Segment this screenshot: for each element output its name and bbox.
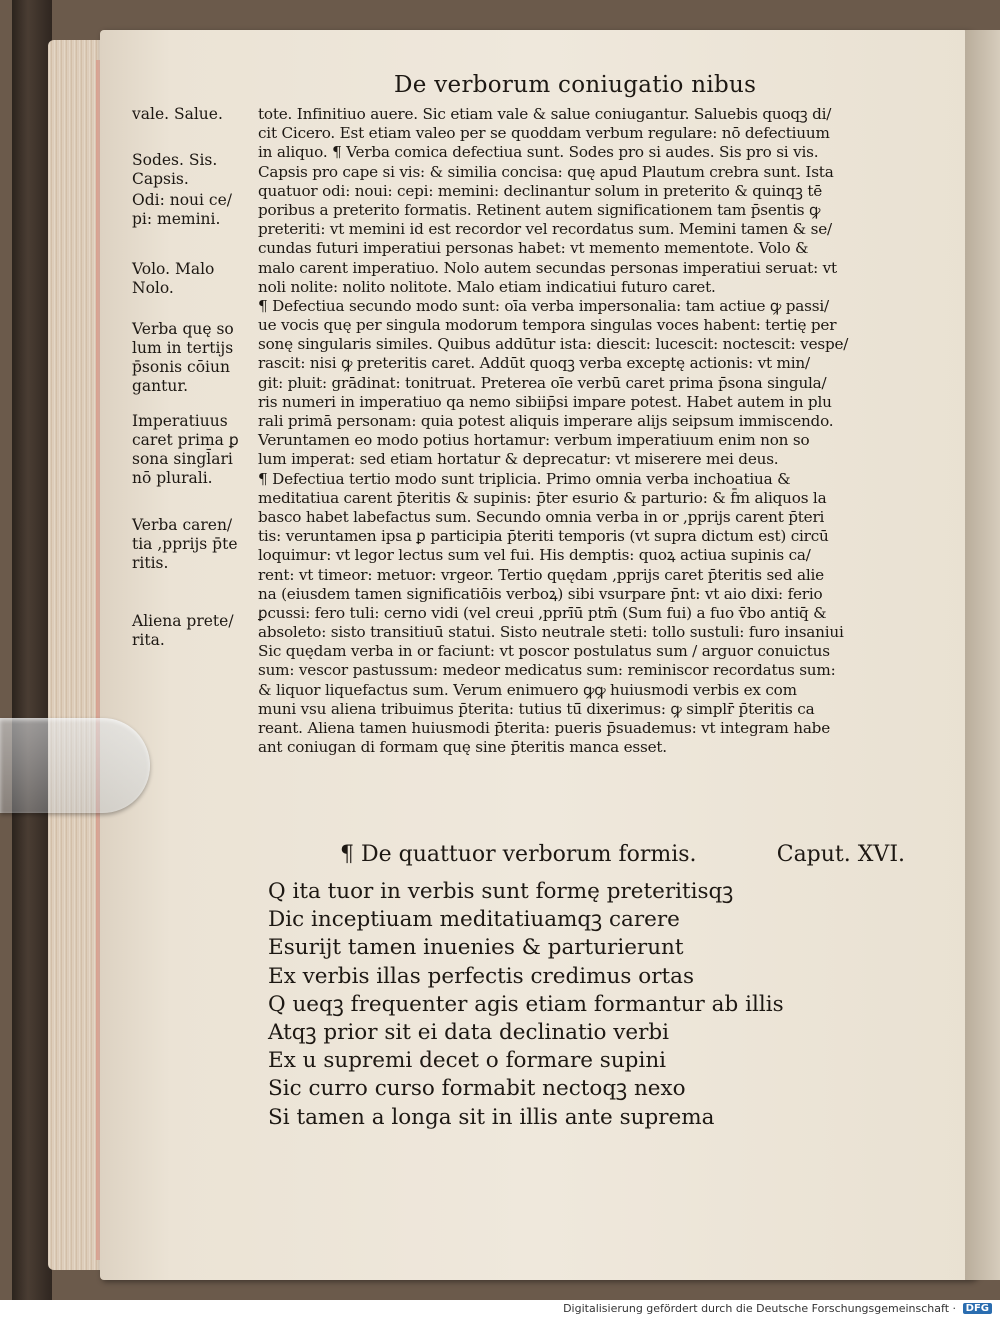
main-text-block bbox=[258, 105, 908, 757]
text-line: git: pluit: grādinat: tonitruat. Preterea oīe verbū caret prima p̄sona singula/ bbox=[258, 373, 827, 392]
chapter-title: ¶ De quattuor verborum formis. bbox=[340, 842, 697, 867]
text-line: noli nolite: nolito nolitote. Malo etiam indicatiui futuro caret. bbox=[258, 277, 716, 296]
text-line: rent: vt timeor: metuor: vrgeor. Tertio quędam ,pprijs caret p̄teritis sed alie bbox=[258, 565, 824, 584]
text-line: ꝑcussi: fero tuli: cerno vidi (vel creui ,pprīū ptm̄ (Sum fui) a fuo v̄bo antiq̄ & bbox=[258, 603, 827, 622]
book-spine bbox=[12, 0, 52, 1300]
chapter-number: Caput. XVI. bbox=[776, 842, 905, 867]
marginal-note-aliena bbox=[132, 612, 234, 650]
text-line: cit Cicero. Est etiam valeo per se quoddam verbum regulare: nō defectiuum bbox=[258, 124, 830, 143]
text-line: sonę singularis similes. Quibus addūtur ista: diescit: lucescit: noctescit: vespe/ bbox=[258, 335, 849, 354]
marginal-line: vale. Salue. bbox=[132, 105, 223, 123]
verse-block bbox=[268, 878, 784, 1132]
text-line: ue vocis quę per singula modorum tempora singulas voces habent: tertię per bbox=[258, 316, 837, 335]
facing-page-edge bbox=[965, 30, 1000, 1280]
funding-credit: Digitalisierung gefördert durch die Deutsche Forschungsgemeinschaft · bbox=[563, 1302, 956, 1315]
marginal-line: nō plurali. bbox=[132, 469, 213, 487]
marginal-note-verba-carentia bbox=[132, 516, 238, 573]
text-line: muni vsu aliena tribuimus p̄terita: tutius tū̄ dixerimus: ꝙ simplr̄ p̄teritis ca bbox=[258, 699, 815, 718]
marginal-line: pi: memini. bbox=[132, 210, 221, 228]
marginal-line: tia ,pprijs p̄te bbox=[132, 535, 238, 553]
marginal-line: Verba quę so bbox=[132, 320, 234, 338]
marginal-line: Imperatiuus bbox=[132, 412, 228, 430]
footer-bar bbox=[0, 1300, 1000, 1318]
marginal-line: caret prima ꝑ bbox=[132, 431, 239, 449]
marginal-note-sodes bbox=[132, 151, 217, 189]
text-line: preteriti: vt memini id est recordor vel recordatus sum. Memini tamen & se/ bbox=[258, 220, 832, 239]
marginal-line: p̄sonis cōiun bbox=[132, 358, 230, 376]
text-line: ant coniugan di formam quę sine p̄teritis manca esset. bbox=[258, 738, 667, 757]
marginal-note-vale bbox=[132, 105, 223, 124]
text-line: Sic quędam verba in or faciunt: vt poscor postulatus sum / arguor conuictus bbox=[258, 642, 830, 661]
verse-line: Q ita tuor in verbis sunt formę preteritisqꝫ bbox=[268, 879, 734, 904]
running-head: De verborum coniugatio nibus bbox=[394, 72, 757, 98]
marginal-line: Nolo. bbox=[132, 279, 174, 297]
text-line: & liquor liquefactus sum. Verum enimuero ꝙꝙ huiusmodi verbis ex com bbox=[258, 680, 797, 699]
marginal-line: gantur. bbox=[132, 377, 188, 395]
verse-line: Ex u supremi decet o formare supini bbox=[268, 1048, 667, 1074]
text-line: ¶ Defectiua secundo modo sunt: oīa verba impersonalia: tam actiue ꝙ passi/ bbox=[258, 296, 829, 315]
page-holder-clip bbox=[0, 718, 150, 813]
verse-line: Si tamen a longa sit in illis ante suprema bbox=[268, 1104, 715, 1130]
text-line: poribus a preterito formatis. Retinent autem significationem tam p̄sentis ꝙ bbox=[258, 200, 821, 219]
text-line: ¶ Defectiua tertio modo sunt triplicia. Primo omnia verba inchoatiua & bbox=[258, 469, 791, 488]
text-line: malo carent imperatiuo. Nolo autem secundas personas imperatiui seruat: vt bbox=[258, 258, 837, 277]
text-line: meditatiua carent p̄teritis & supinis: p̄ter esurio & parturio: & f̄m aliquos la bbox=[258, 488, 827, 507]
verse-line: Dic inceptiuam meditatiuamqꝫ carere bbox=[268, 907, 680, 933]
text-line: tis: veruntamen ipsa ꝑ participia p̄teriti temporis (vt supra dictum est) circū bbox=[258, 527, 829, 546]
marginal-note-imperatiuus bbox=[132, 412, 239, 488]
marginal-line: sona singl̄ari bbox=[132, 450, 233, 468]
text-line: loquimur: vt legor lectus sum vel fui. His demptis: quoꝝ actiua supinis ca/ bbox=[258, 546, 811, 565]
marginal-note-verba-que bbox=[132, 320, 234, 396]
marginal-line: Verba caren/ bbox=[132, 516, 233, 534]
text-line: cundas futuri imperatiui personas habet: vt memento mementote. Volo & bbox=[258, 239, 809, 258]
text-line: lum imperat: sed etiam hortatur & deprecatur: vt miserere mei deus. bbox=[258, 450, 779, 469]
verse-line: Atqꝫ prior sit ei data declinatio verbi bbox=[268, 1020, 670, 1046]
verse-line: Esurijt tamen inuenies & parturierunt bbox=[268, 935, 684, 961]
text-line: basco habet labefactus sum. Secundo omnia verba in or ,pprijs carent p̄teri bbox=[258, 507, 825, 526]
marginal-note-volo bbox=[132, 260, 214, 298]
text-line: na (eiusdem tamen significatiōis verboꝝ) sibi vsurpare p̄nt: vt aio dixi: ferio bbox=[258, 584, 823, 603]
text-line: absoleto: sisto transitiuū statui. Sisto neutrale steti: tollo sustuli: furo insaniui bbox=[258, 623, 844, 642]
verse-line: Sic curro curso formabit nectoqꝫ nexo bbox=[268, 1076, 686, 1102]
text-line: Veruntamen eo modo potius hortamur: verbum imperatiuum enim non so bbox=[258, 431, 810, 450]
marginal-line: Odi: noui ce/ bbox=[132, 191, 232, 209]
verse-line: Q ueqꝫ frequenter agis etiam formantur ab illis bbox=[268, 991, 784, 1017]
marginal-line: Volo. Malo bbox=[132, 260, 215, 278]
text-line: reant. Aliena tamen huiusmodi p̄terita: pueris p̄suademus: vt integram habe bbox=[258, 719, 830, 737]
chapter-heading bbox=[340, 842, 905, 867]
dfg-logo: DFG bbox=[963, 1303, 992, 1314]
text-line: in aliquo. ¶ Verba comica defectiua sunt. Sodes pro si audes. Sis pro si vis. bbox=[258, 143, 819, 162]
text-line: quatuor odi: noui: cepi: memini: declinantur solum in preterito & quinqꝫ tē bbox=[258, 181, 823, 200]
marginal-line: rita. bbox=[132, 631, 165, 649]
marginal-line: Capsis. bbox=[132, 170, 189, 188]
text-line: rali primā personam: quia potest aliquis imperare alijs seipsum immiscendo. bbox=[258, 412, 834, 430]
marginal-line: lum in tertijs bbox=[132, 339, 234, 357]
verse-line: Ex verbis illas perfectis credimus ortas bbox=[268, 963, 694, 989]
marginal-line: Sodes. Sis. bbox=[132, 151, 218, 169]
text-line: Capsis pro cape si vis: & similia concisa: quę apud Plautum crebra sunt. Ista bbox=[258, 162, 834, 181]
text-line: tote. Infinitiuo auere. Sic etiam vale & salue coniugantur. Saluebis quoqꝫ di/ bbox=[258, 105, 832, 123]
text-line: sum: vescor pastussum: medeor medicatus sum: reminiscor recordatus sum: bbox=[258, 661, 836, 680]
marginal-line: ritis. bbox=[132, 554, 169, 572]
marginal-line: Aliena prete/ bbox=[132, 612, 234, 630]
marginal-note-odi bbox=[132, 191, 232, 229]
text-line: ris numeri in imperatiuo qa nemo sibiip̄si impare potest. Habet autem in plu bbox=[258, 392, 832, 411]
text-line: rascit: nisi ꝙ preteritis caret. Addūt quoqꝫ verba exceptę actionis: vt min/ bbox=[258, 354, 810, 373]
